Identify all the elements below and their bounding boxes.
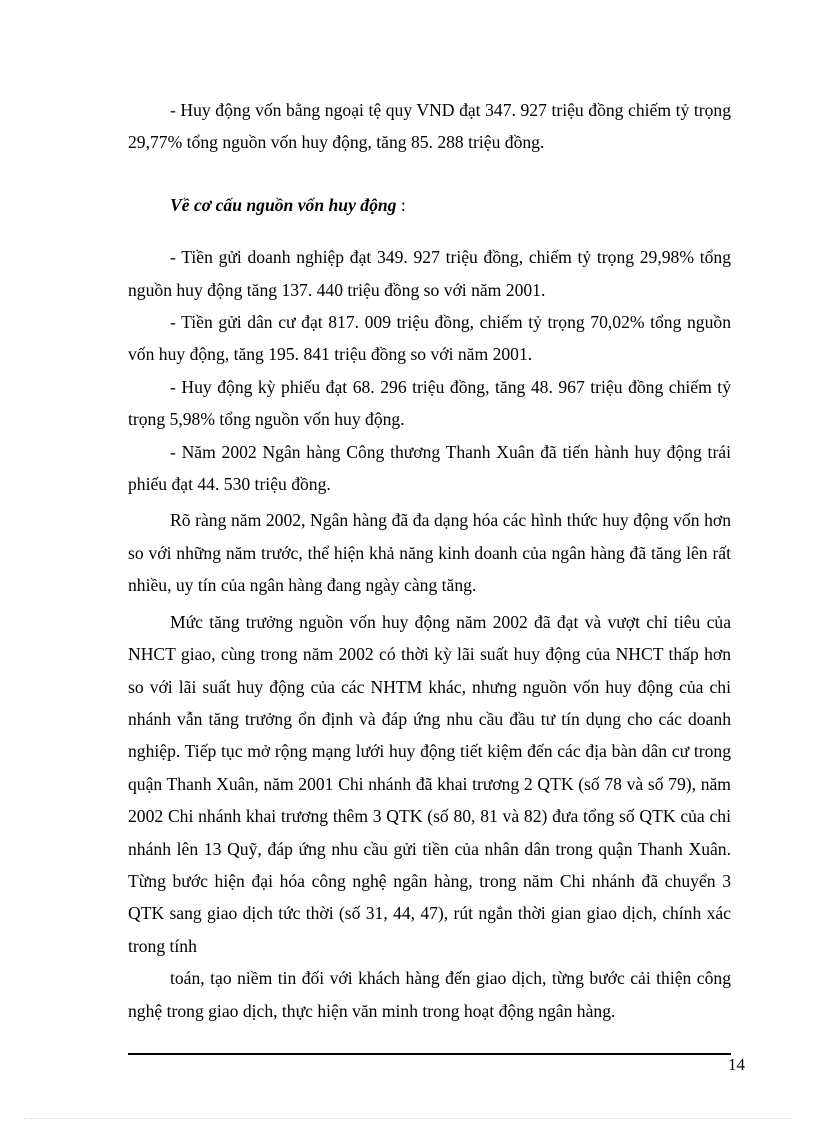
paragraph-diversification: Rõ ràng năm 2002, Ngân hàng đã đa dạng hóa các hình thức huy động vốn hơn so với những năm trước, thể hiện khả năng kinh doanh của ngân hàng đã tăng lên rất nhiều, uy tín của ngân hàng đang ngày càng tăng. bbox=[128, 510, 731, 596]
section-heading bbox=[128, 189, 731, 221]
paragraph-bonds: - Năm 2002 Ngân hàng Công thương Thanh Xuân đã tiến hành huy động trái phiếu đạt 44. 530 triệu đồng. bbox=[128, 441, 731, 495]
paragraph-foreign-currency: - Huy động vốn bằng ngoại tệ quy VND đạt 347. 927 triệu đồng chiếm tỷ trọng 29,77% tổng nguồn vốn huy động, tăng 85. 288 triệu đồng. bbox=[128, 100, 731, 153]
page-bottom-border bbox=[24, 1118, 792, 1119]
section-heading-text: Về cơ cấu nguồn vốn huy động bbox=[170, 194, 397, 215]
page-body bbox=[128, 94, 731, 1027]
paragraph-business-deposits: - Tiền gửi doanh nghiệp đạt 349. 927 triệu đồng, chiếm tỷ trọng 29,98% tổng nguồn huy động tăng 137. 440 triệu đồng so với năm 2001. bbox=[128, 247, 731, 300]
paragraph-growth: Mức tăng trưởng nguồn vốn huy động năm 2002 đã đạt và vượt chỉ tiêu của NHCT giao, cùng trong năm 2002 có thời kỳ lãi suất huy động của NHCT thấp hơn so với lãi suất huy động của các NHTM khác, nhưng nguồn vốn huy động của chi nhánh vẫn tăng trưởng ổn định và đáp ứng nhu cầu đầu tư tín dụng cho các doanh nghiệp. Tiếp tục mở rộng mạng lưới huy động tiết kiệm đến các địa bàn dân cư trong quận Thanh Xuân, năm 2001 Chi nhánh đã khai trương 2 QTK (số 78 và số 79), năm 2002 Chi nhánh khai trương thêm 3 QTK (số 80, 81 và 82) đưa tổng số QTK của chi nhánh lên 13 Quỹ, đáp ứng nhu cầu gửi tiền của nhân dân trong quận Thanh Xuân. Từng bước hiện đại hóa công nghệ ngân hàng, trong năm Chi nhánh đã chuyển 3 QTK sang giao dịch tức thời (số 31, 44, 47), rút ngắn thời gian giao dịch, chính xác trong tính bbox=[128, 611, 731, 956]
paragraph-resident-deposits: - Tiền gửi dân cư đạt 817. 009 triệu đồng, chiếm tỷ trọng 70,02% tổng nguồn vốn huy động, tăng 195. 841 triệu đồng so với năm 2001. bbox=[128, 312, 731, 365]
page-number: 14 bbox=[728, 1055, 745, 1074]
paragraph-growth-continued: toán, tạo niềm tin đối với khách hàng đến giao dịch, từng bước cải thiện công nghệ trong giao dịch, thực hiện văn minh trong hoạt động ngân hàng. bbox=[128, 968, 731, 1021]
section-heading-colon: : bbox=[396, 194, 406, 215]
paragraph-promissory-notes: - Huy động kỳ phiếu đạt 68. 296 triệu đồng, tăng 48. 967 triệu đồng chiếm tỷ trọng 5,98% tổng nguồn vốn huy động. bbox=[128, 376, 731, 430]
footer-divider bbox=[128, 1053, 731, 1055]
